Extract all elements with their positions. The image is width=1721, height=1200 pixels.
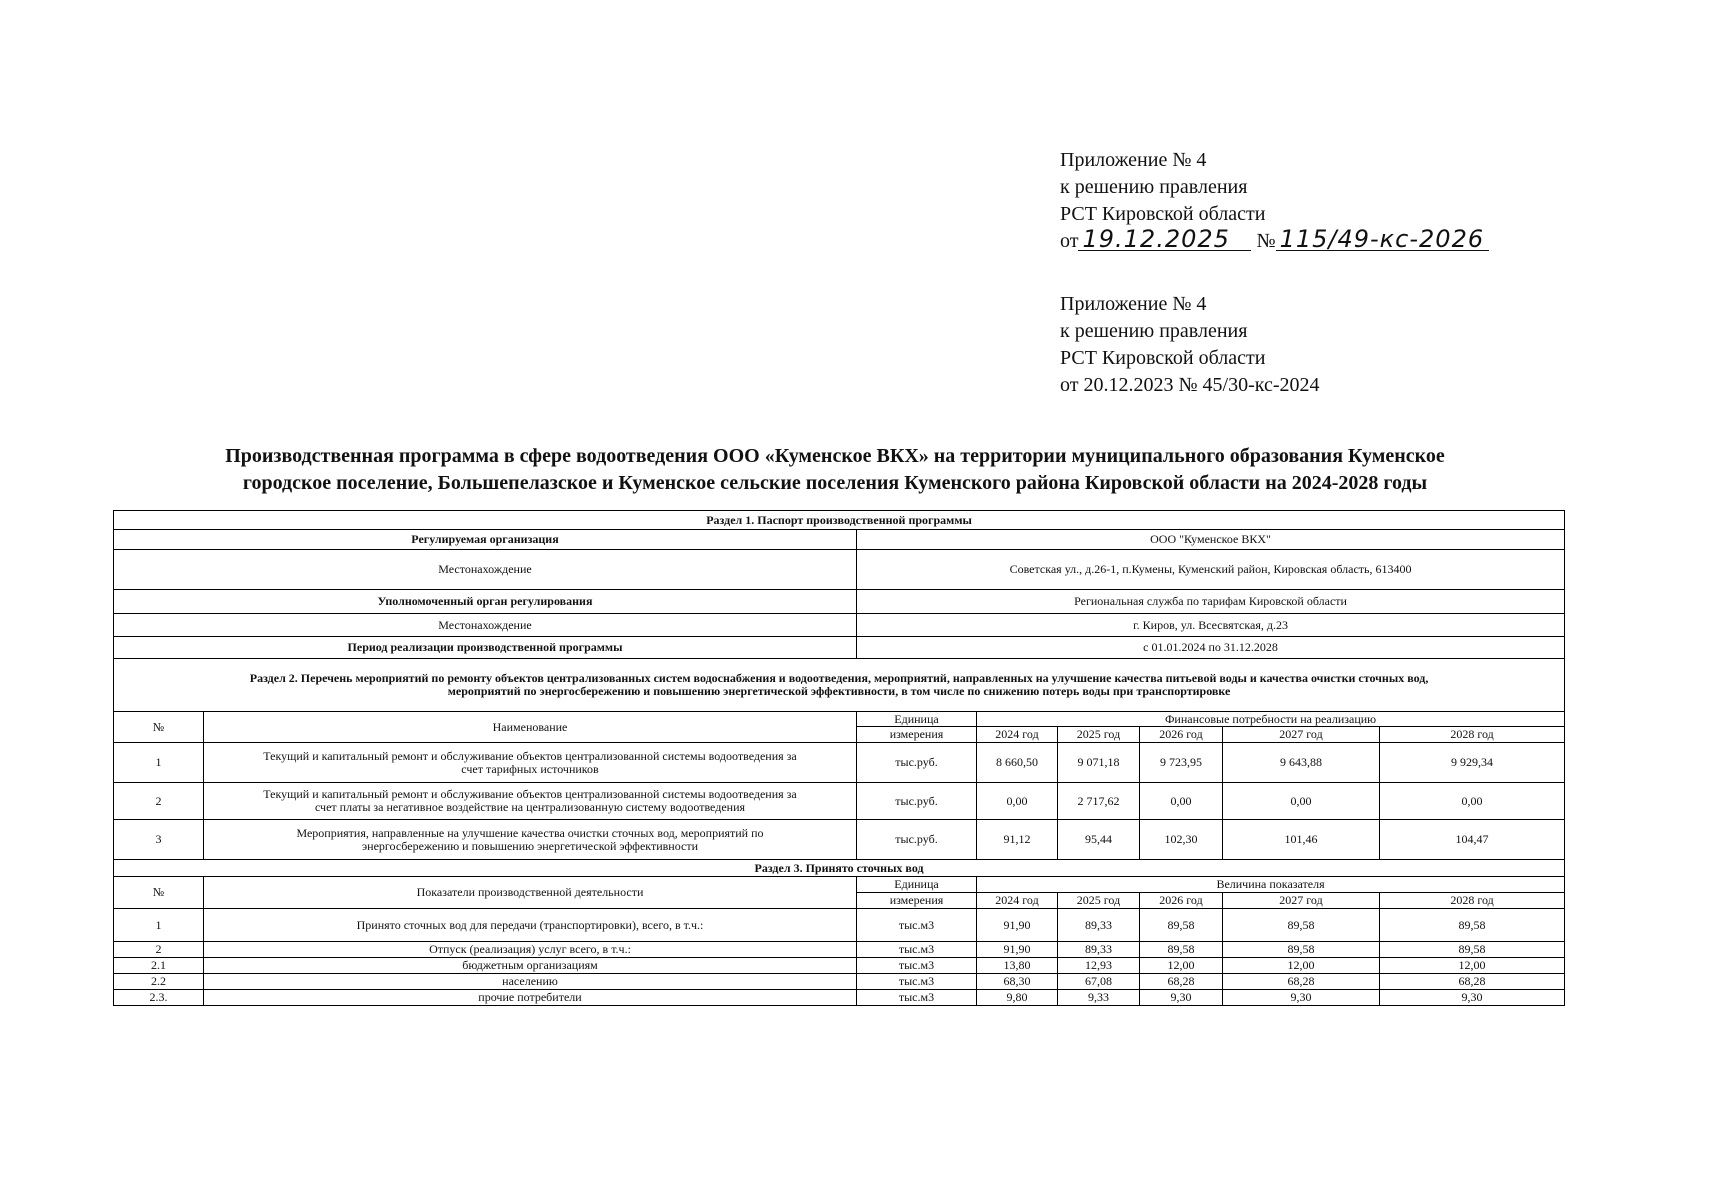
col-number: № xyxy=(114,877,204,909)
row-name: Принято сточных вод для передачи (транспортировки), всего, в т.ч.: xyxy=(204,909,857,942)
row-unit: тыс.руб. xyxy=(857,820,977,860)
year-header: 2026 год xyxy=(1140,727,1223,743)
section-2-header-line-1: Раздел 2. Перечень мероприятий по ремонту объектов централизованных систем водоснабжения и водоотведения, мероприятий, направленных на улучшение качества питьевой воды и качества очистки сточных вод, xyxy=(249,671,1429,685)
row-number: 3 xyxy=(114,820,204,860)
row-value: 9 723,95 xyxy=(1140,743,1223,783)
section-3-header-row xyxy=(114,860,1565,877)
col-unit-1: Единица xyxy=(857,712,977,727)
section-2-header xyxy=(114,659,1565,712)
date-prefix: от xyxy=(1060,230,1079,252)
production-program-table xyxy=(113,510,1565,1006)
col-unit-2: измерения xyxy=(857,727,977,743)
row-name-line: счет платы за негативное воздействие на централизованную систему водоотведения xyxy=(314,800,746,814)
number-prefix: № xyxy=(1256,230,1276,252)
table-row xyxy=(114,942,1565,958)
row-value: 12,93 xyxy=(1058,958,1140,974)
col-group-values: Величина показателя xyxy=(977,877,1565,893)
row-name: бюджетным организациям xyxy=(204,958,857,974)
row-value: 89,33 xyxy=(1058,909,1140,942)
appendix-date-number: от 20.12.2023 № 45/30-кс-2024 xyxy=(1060,374,1320,396)
row-name-line: энергосбережению и повышению энергетической эффективности xyxy=(362,838,698,853)
table-row xyxy=(114,958,1565,974)
year-header: 2025 год xyxy=(1058,893,1140,909)
row-number: 1 xyxy=(114,909,204,942)
passport-label: Уполномоченный орган регулирования xyxy=(114,590,857,614)
row-value: 89,58 xyxy=(1223,942,1380,958)
year-header: 2027 год xyxy=(1223,893,1380,909)
section-3-header: Раздел 3. Принято сточных вод xyxy=(114,860,1565,877)
row-name-line: Текущий и капитальный ремонт и обслуживание объектов централизованной системы водоотведения за xyxy=(263,748,797,763)
table-row xyxy=(114,743,1565,783)
row-number: 1 xyxy=(114,743,204,783)
row-unit: тыс.м3 xyxy=(857,974,977,990)
row-name xyxy=(204,783,857,820)
year-header: 2025 год xyxy=(1058,727,1140,743)
section-1-header-row xyxy=(114,511,1565,530)
row-value: 89,58 xyxy=(1140,942,1223,958)
passport-value: Региональная служба по тарифам Кировской области xyxy=(857,590,1565,614)
row-value: 0,00 xyxy=(1140,783,1223,820)
row-value: 68,28 xyxy=(1223,974,1380,990)
appendix-authority: РСТ Кировской области xyxy=(1060,203,1266,225)
row-number: 2.2 xyxy=(114,974,204,990)
row-value: 104,47 xyxy=(1380,820,1565,860)
col-unit-1: Единица xyxy=(857,877,977,893)
col-name: Наименование xyxy=(204,712,857,743)
row-value: 68,28 xyxy=(1140,974,1223,990)
row-name: прочие потребители xyxy=(204,990,857,1006)
table-row xyxy=(114,974,1565,990)
row-unit: тыс.руб. xyxy=(857,783,977,820)
row-name-line: Мероприятия, направленные на улучшение качества очистки сточных вод, мероприятий по xyxy=(296,825,764,840)
row-number: 2.1 xyxy=(114,958,204,974)
table-row xyxy=(114,990,1565,1006)
row-value: 0,00 xyxy=(977,783,1058,820)
row-value: 67,08 xyxy=(1058,974,1140,990)
passport-row xyxy=(114,530,1565,550)
row-unit: тыс.м3 xyxy=(857,958,977,974)
year-header: 2028 год xyxy=(1380,727,1565,743)
handwritten-number: 115/49-кс-2026 xyxy=(1276,228,1489,251)
passport-row xyxy=(114,637,1565,659)
document-title-line-1: Производственная программа в сфере водоотведения ООО «Куменское ВКХ» на территории муниципального образования Куменское xyxy=(225,445,1445,467)
appendix-block-new xyxy=(1060,147,1489,255)
table-row xyxy=(114,783,1565,820)
row-name: Отпуск (реализация) услуг всего, в т.ч.: xyxy=(204,942,857,958)
passport-value: г. Киров, ул. Всесвятская, д.23 xyxy=(857,614,1565,637)
year-header: 2024 год xyxy=(977,727,1058,743)
appendix-decision: к решению правления xyxy=(1060,320,1248,342)
section-2-header-line-2: мероприятий по энергосбережению и повышению энергетической эффективности, в том числе по снижению потерь воды при транспортировке xyxy=(447,684,1231,698)
col-number: № xyxy=(114,712,204,743)
year-header: 2026 год xyxy=(1140,893,1223,909)
row-value: 9,30 xyxy=(1140,990,1223,1006)
row-value: 89,58 xyxy=(1223,909,1380,942)
appendix-title: Приложение № 4 xyxy=(1060,149,1207,171)
row-value: 13,80 xyxy=(977,958,1058,974)
row-unit: тыс.руб. xyxy=(857,743,977,783)
row-value: 95,44 xyxy=(1058,820,1140,860)
row-value: 101,46 xyxy=(1223,820,1380,860)
row-value: 102,30 xyxy=(1140,820,1223,860)
row-value: 68,30 xyxy=(977,974,1058,990)
passport-value: с 01.01.2024 по 31.12.2028 xyxy=(857,637,1565,659)
row-number: 2 xyxy=(114,942,204,958)
row-value: 91,12 xyxy=(977,820,1058,860)
row-value: 2 717,62 xyxy=(1058,783,1140,820)
appendix-decision: к решению правления xyxy=(1060,176,1248,198)
row-unit: тыс.м3 xyxy=(857,909,977,942)
row-name: населению xyxy=(204,974,857,990)
row-value: 91,90 xyxy=(977,942,1058,958)
row-value: 89,58 xyxy=(1140,909,1223,942)
row-value: 9 071,18 xyxy=(1058,743,1140,783)
appendix-title: Приложение № 4 xyxy=(1060,293,1207,315)
document-title-line-2: городское поселение, Большепелазское и Куменское сельские поселения Куменского района Кировской области на 2024-2028 годы xyxy=(242,472,1428,494)
passport-label: Регулируемая организация xyxy=(114,530,857,550)
appendix-block-old xyxy=(1060,291,1320,399)
row-value: 9 643,88 xyxy=(1223,743,1380,783)
row-value: 89,58 xyxy=(1380,942,1565,958)
document-title xyxy=(110,443,1560,497)
section-1-header: Раздел 1. Паспорт производственной программы xyxy=(114,511,1565,530)
row-value: 0,00 xyxy=(1223,783,1380,820)
row-name xyxy=(204,743,857,783)
row-value: 9,80 xyxy=(977,990,1058,1006)
passport-label: Местонахождение xyxy=(114,550,857,590)
row-value: 8 660,50 xyxy=(977,743,1058,783)
passport-value: ООО "Куменское ВКХ" xyxy=(857,530,1565,550)
row-value: 9,30 xyxy=(1380,990,1565,1006)
col-name: Показатели производственной деятельности xyxy=(204,877,857,909)
row-value: 68,28 xyxy=(1380,974,1565,990)
row-value: 9 929,34 xyxy=(1380,743,1565,783)
row-value: 12,00 xyxy=(1223,958,1380,974)
year-header: 2027 год xyxy=(1223,727,1380,743)
row-name-line: Текущий и капитальный ремонт и обслуживание объектов централизованной системы водоотведения за xyxy=(263,787,797,801)
row-number: 2 xyxy=(114,783,204,820)
appendix-date-line xyxy=(1060,225,1489,255)
row-unit: тыс.м3 xyxy=(857,990,977,1006)
passport-label: Период реализации производственной программы xyxy=(114,637,857,659)
year-header: 2024 год xyxy=(977,893,1058,909)
col-group-finance: Финансовые потребности на реализацию xyxy=(977,712,1565,727)
row-number: 2.3. xyxy=(114,990,204,1006)
row-name-line: счет тарифных источников xyxy=(461,761,599,776)
row-value: 9,30 xyxy=(1223,990,1380,1006)
table-row xyxy=(114,820,1565,860)
passport-row xyxy=(114,550,1565,590)
section-2-header-row xyxy=(114,659,1565,712)
section-3-columns-row xyxy=(114,877,1565,893)
row-unit: тыс.м3 xyxy=(857,942,977,958)
table-row xyxy=(114,909,1565,942)
col-unit-2: измерения xyxy=(857,893,977,909)
row-value: 91,90 xyxy=(977,909,1058,942)
row-value: 12,00 xyxy=(1380,958,1565,974)
section-2-columns-row xyxy=(114,712,1565,727)
row-value: 9,33 xyxy=(1058,990,1140,1006)
passport-label: Местонахождение xyxy=(114,614,857,637)
row-value: 89,33 xyxy=(1058,942,1140,958)
handwritten-date: 19.12.2025 xyxy=(1078,228,1251,251)
row-value: 0,00 xyxy=(1380,783,1565,820)
year-header: 2028 год xyxy=(1380,893,1565,909)
row-value: 89,58 xyxy=(1380,909,1565,942)
passport-row xyxy=(114,590,1565,614)
appendix-authority: РСТ Кировской области xyxy=(1060,347,1266,369)
passport-row xyxy=(114,614,1565,637)
row-value: 12,00 xyxy=(1140,958,1223,974)
passport-value: Советская ул., д.26-1, п.Кумены, Куменский район, Кировская область, 613400 xyxy=(857,550,1565,590)
row-name xyxy=(204,820,857,860)
